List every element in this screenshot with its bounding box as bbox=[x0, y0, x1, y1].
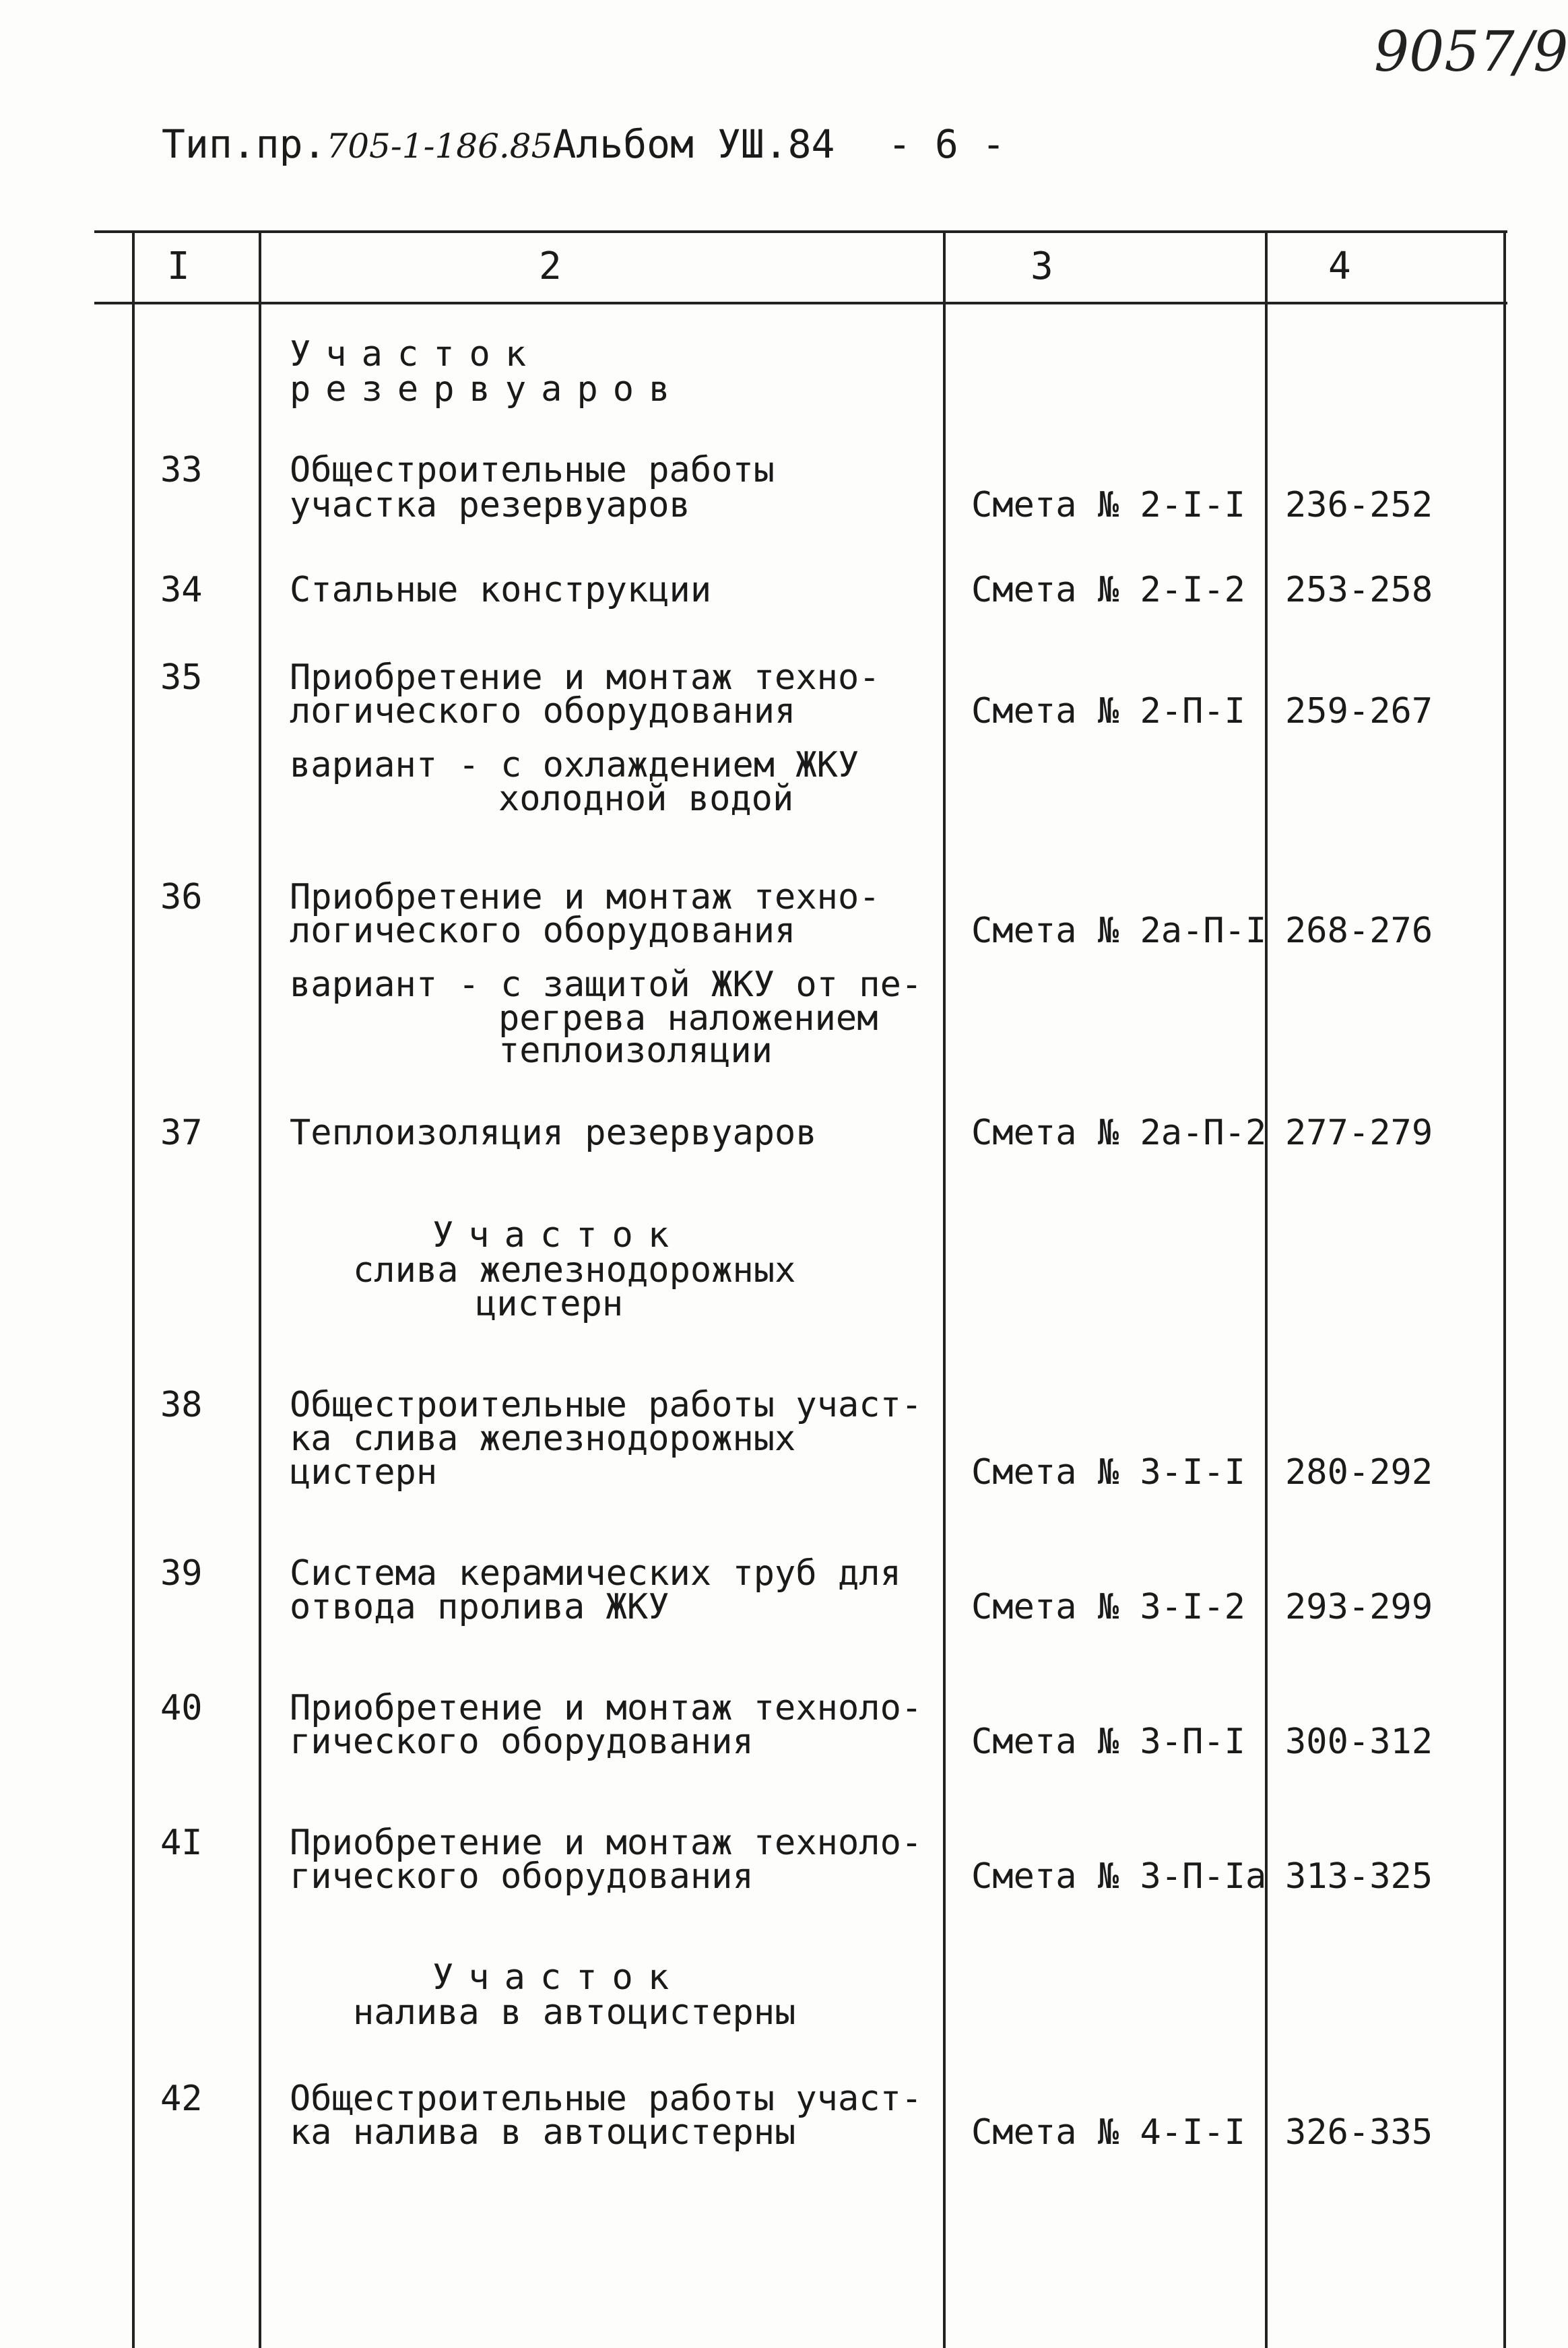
section-line: слива железнодорожных bbox=[353, 1250, 796, 1291]
row-pages: 253-258 bbox=[1285, 570, 1433, 610]
section-heading bbox=[353, 1250, 796, 1291]
row-description: регрева наложением bbox=[498, 998, 878, 1039]
column-header-4: 4 bbox=[1328, 244, 1351, 288]
section-heading bbox=[290, 369, 685, 410]
column-header-3: 3 bbox=[1031, 244, 1053, 288]
table-left-border bbox=[132, 230, 135, 2348]
row-estimate: Смета № 2-I-I bbox=[971, 485, 1245, 525]
row-number: 42 bbox=[160, 2079, 203, 2119]
row-description: ка налива в автоцистерны bbox=[290, 2112, 796, 2153]
row-estimate: Смета № 3-П-I bbox=[971, 1722, 1245, 1762]
row-description: Общестроительные работы участ- bbox=[290, 1385, 923, 1425]
column-divider-1 bbox=[259, 230, 261, 2348]
section-line: цистерн bbox=[476, 1284, 624, 1324]
row-description: теплоизоляции bbox=[498, 1031, 773, 1071]
row-description: Система керамических труб для bbox=[290, 1553, 901, 1594]
row-description: Теплоизоляция резервуаров bbox=[290, 1113, 817, 1153]
row-number: 35 bbox=[160, 657, 203, 698]
row-description: отвода пролива ЖКУ bbox=[290, 1587, 669, 1627]
row-description: гического оборудования bbox=[290, 1856, 754, 1897]
row-number: 4I bbox=[160, 1823, 203, 1863]
row-description: логического оборудования bbox=[290, 691, 796, 731]
column-divider-2 bbox=[943, 230, 946, 2348]
section-line: Участок bbox=[290, 334, 542, 374]
row-description: гического оборудования bbox=[290, 1722, 754, 1762]
header-project-number: 705-1-186.85 bbox=[326, 127, 553, 166]
row-description: Стальные конструкции bbox=[290, 570, 712, 610]
section-heading bbox=[432, 1957, 684, 1998]
row-pages: 268-276 bbox=[1285, 911, 1433, 951]
row-pages: 236-252 bbox=[1285, 485, 1433, 525]
section-heading bbox=[353, 1992, 796, 2033]
row-number: 34 bbox=[160, 570, 203, 610]
row-estimate: Смета № 3-I-I bbox=[971, 1452, 1245, 1493]
section-heading bbox=[476, 1286, 623, 1322]
row-description: цистерн bbox=[290, 1452, 438, 1493]
row-description: участка резервуаров bbox=[290, 485, 690, 525]
row-number: 38 bbox=[160, 1385, 203, 1425]
row-pages: 280-292 bbox=[1285, 1452, 1433, 1493]
row-estimate: Смета № 4-I-I bbox=[971, 2112, 1245, 2153]
header-prefix: Тип.пр. bbox=[162, 121, 327, 167]
row-pages: 300-312 bbox=[1285, 1722, 1433, 1762]
row-number: 36 bbox=[160, 877, 203, 917]
page-number: - 6 - bbox=[888, 121, 1006, 167]
table-right-border bbox=[1503, 230, 1506, 2348]
row-pages: 277-279 bbox=[1285, 1113, 1433, 1153]
row-description: Общестроительные работы участ- bbox=[290, 2079, 923, 2119]
row-pages: 326-335 bbox=[1285, 2112, 1433, 2153]
table-top-border bbox=[94, 230, 1507, 233]
row-estimate: Смета № 2а-П-I bbox=[971, 911, 1267, 951]
row-description: Приобретение и монтаж техно- bbox=[290, 657, 880, 698]
section-heading bbox=[432, 1215, 684, 1255]
section-line: резервуаров bbox=[290, 369, 685, 410]
row-estimate: Смета № 3-П-Iа bbox=[971, 1856, 1267, 1897]
column-header-2: 2 bbox=[539, 244, 562, 288]
row-description: логического оборудования bbox=[290, 911, 796, 951]
archive-number: 9057/9 bbox=[1374, 20, 1568, 84]
section-line: Участок bbox=[432, 1215, 684, 1255]
column-header-1: I bbox=[167, 244, 190, 288]
row-description: Общестроительные работы bbox=[290, 450, 775, 490]
header-album: Альбом УШ.84 bbox=[552, 121, 835, 167]
row-number: 33 bbox=[160, 450, 203, 490]
section-line: налива в автоцистерны bbox=[353, 1992, 796, 2033]
document-header bbox=[162, 121, 835, 167]
row-estimate: Смета № 2-I-2 bbox=[971, 570, 1245, 610]
section-heading bbox=[290, 334, 542, 374]
section-line: Участок bbox=[432, 1957, 684, 1998]
row-description: ка слива железнодорожных bbox=[290, 1418, 796, 1459]
row-pages: 313-325 bbox=[1285, 1856, 1433, 1897]
column-divider-3 bbox=[1265, 230, 1268, 2348]
row-estimate: Смета № 2-П-I bbox=[971, 691, 1245, 731]
row-description: вариант - с охлаждением ЖКУ bbox=[290, 745, 859, 785]
row-number: 40 bbox=[160, 1688, 203, 1728]
row-pages: 293-299 bbox=[1285, 1587, 1433, 1627]
row-estimate: Смета № 3-I-2 bbox=[971, 1587, 1245, 1627]
row-description: Приобретение и монтаж техноло- bbox=[290, 1823, 923, 1863]
row-description: вариант - с защитой ЖКУ от пе- bbox=[290, 965, 923, 1005]
row-description: холодной водой bbox=[498, 779, 794, 819]
table-header-border bbox=[94, 302, 1507, 304]
row-description: Приобретение и монтаж техноло- bbox=[290, 1688, 923, 1728]
row-estimate: Смета № 2а-П-2 bbox=[971, 1113, 1267, 1153]
row-description: Приобретение и монтаж техно- bbox=[290, 877, 880, 917]
row-number: 39 bbox=[160, 1553, 203, 1594]
row-pages: 259-267 bbox=[1285, 691, 1433, 731]
row-number: 37 bbox=[160, 1113, 203, 1153]
